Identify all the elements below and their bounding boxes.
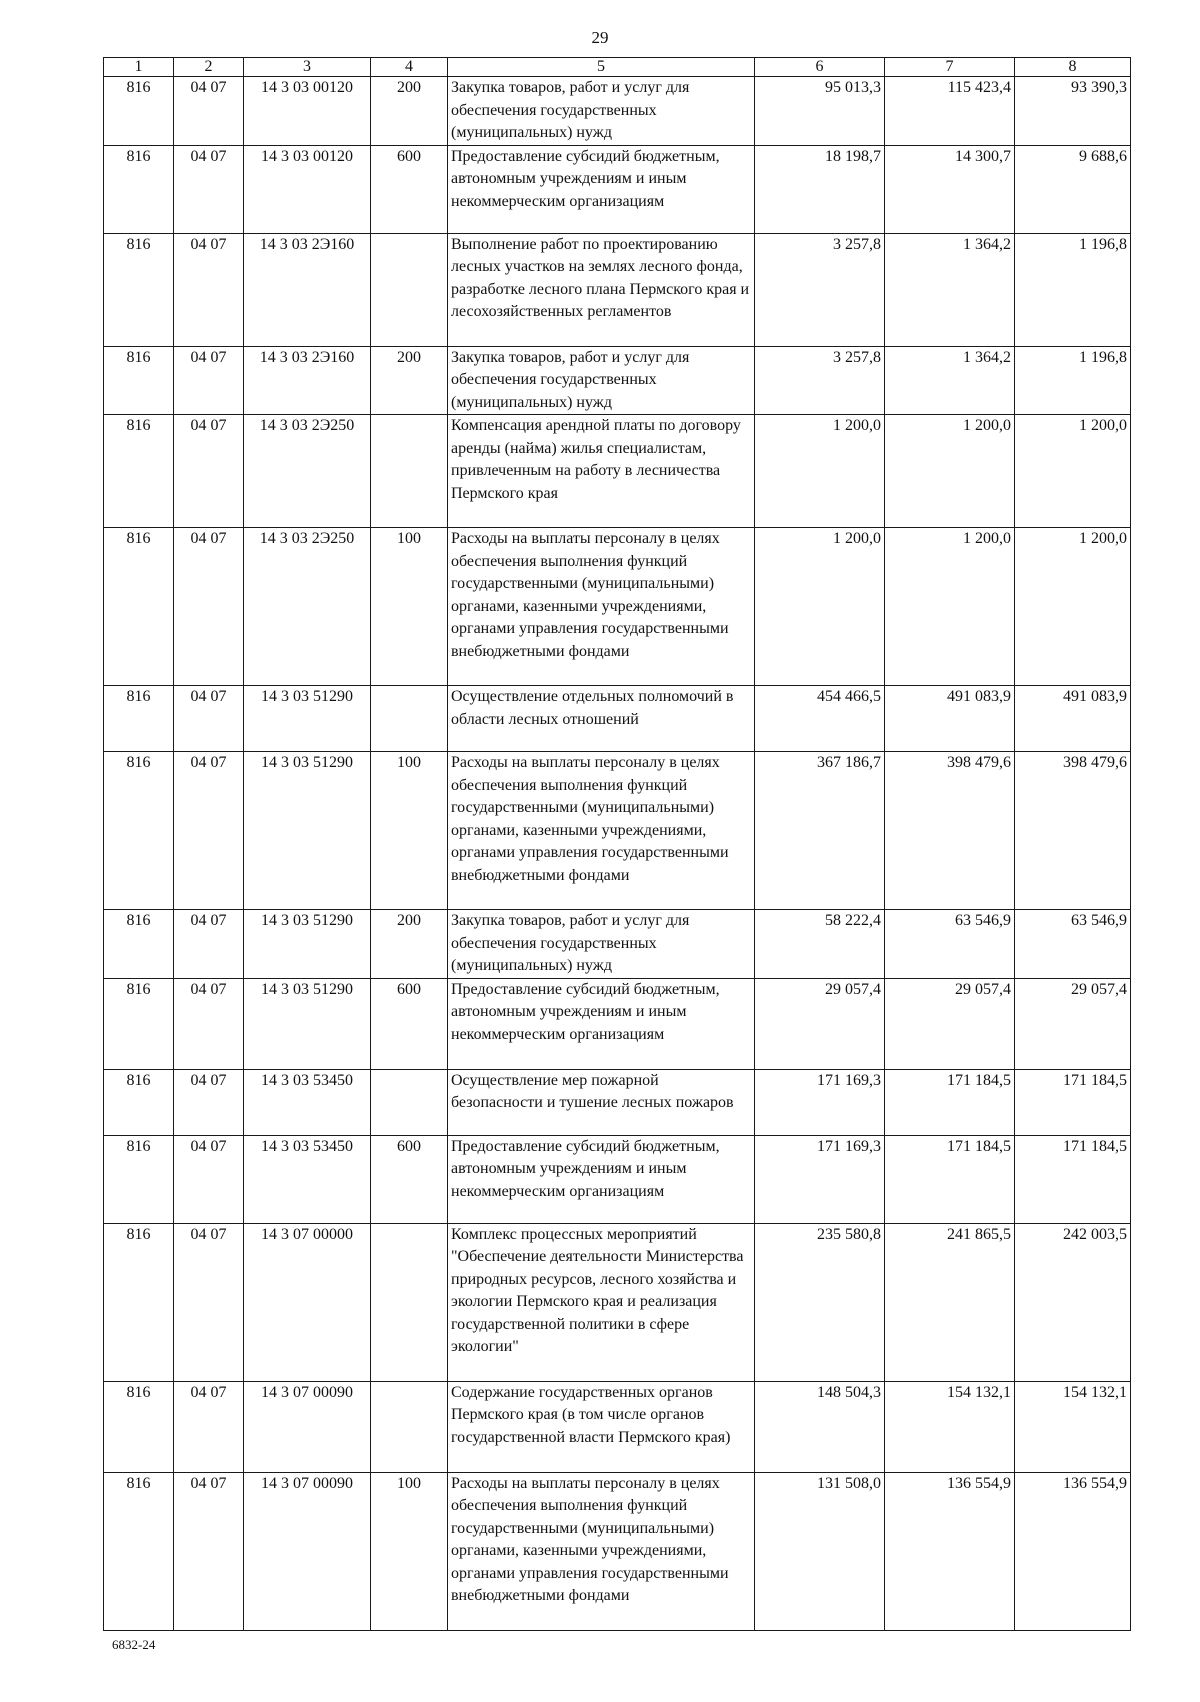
- cell-description: Осуществление отдельных полномочий в области лесных отношений: [448, 686, 755, 752]
- cell-target-article: 14 3 03 51290: [244, 910, 371, 979]
- cell-target-article: 14 3 03 2Э250: [244, 415, 371, 528]
- cell-target-article: 14 3 07 00090: [244, 1472, 371, 1630]
- cell-target-article: 14 3 03 00120: [244, 77, 371, 146]
- cell-expense-type: [371, 1223, 448, 1381]
- cell-target-article: 14 3 03 51290: [244, 752, 371, 910]
- cell-amount-year-2: 171 184,5: [885, 1135, 1015, 1223]
- header-row: [104, 58, 1131, 77]
- cell-target-article: 14 3 03 2Э250: [244, 528, 371, 686]
- cell-description: Осуществление мер пожарной безопасности и тушение лесных пожаров: [448, 1069, 755, 1135]
- cell-amount-year-2: 1 200,0: [885, 415, 1015, 528]
- cell-description: Комплекс процессных мероприятий "Обеспечение деятельности Министерства природных ресурсов, лесного хозяйства и экологии Пермского края и реализация государственной политики в сфере экологии": [448, 1223, 755, 1381]
- page-number: 29: [591, 28, 609, 47]
- cell-amount-year-3: 1 196,8: [1015, 346, 1131, 415]
- cell-target-article: 14 3 03 2Э160: [244, 346, 371, 415]
- cell-section-code: 04 07: [174, 528, 244, 686]
- cell-amount-year-3: 29 057,4: [1015, 978, 1131, 1069]
- cell-expense-type: 200: [371, 77, 448, 146]
- table-row: [104, 233, 1131, 346]
- cell-amount-year-3: 398 479,6: [1015, 752, 1131, 910]
- cell-section-code: 04 07: [174, 346, 244, 415]
- cell-section-code: 04 07: [174, 1069, 244, 1135]
- table-row: [104, 686, 1131, 752]
- cell-section-code: 04 07: [174, 1135, 244, 1223]
- cell-amount-year-3: 63 546,9: [1015, 910, 1131, 979]
- cell-amount-year-3: 154 132,1: [1015, 1381, 1131, 1472]
- cell-amount-year-1: 1 200,0: [755, 528, 885, 686]
- cell-ministry-code: 816: [104, 752, 174, 910]
- cell-section-code: 04 07: [174, 415, 244, 528]
- cell-target-article: 14 3 03 2Э160: [244, 233, 371, 346]
- cell-amount-year-1: 235 580,8: [755, 1223, 885, 1381]
- cell-amount-year-1: 148 504,3: [755, 1381, 885, 1472]
- cell-ministry-code: 816: [104, 528, 174, 686]
- cell-description: Содержание государственных органов Пермского края (в том числе органов государственной власти Пермского края): [448, 1381, 755, 1472]
- cell-amount-year-1: 1 200,0: [755, 415, 885, 528]
- cell-amount-year-3: 491 083,9: [1015, 686, 1131, 752]
- cell-amount-year-2: 136 554,9: [885, 1472, 1015, 1630]
- column-header: 1: [104, 58, 174, 77]
- table-row: [104, 752, 1131, 910]
- cell-section-code: 04 07: [174, 233, 244, 346]
- table-row: [104, 145, 1131, 233]
- cell-target-article: 14 3 03 53450: [244, 1135, 371, 1223]
- table-row: [104, 415, 1131, 528]
- column-header: 4: [371, 58, 448, 77]
- cell-section-code: 04 07: [174, 1472, 244, 1630]
- cell-ministry-code: 816: [104, 910, 174, 979]
- cell-section-code: 04 07: [174, 978, 244, 1069]
- cell-section-code: 04 07: [174, 145, 244, 233]
- cell-section-code: 04 07: [174, 1381, 244, 1472]
- cell-amount-year-3: 171 184,5: [1015, 1135, 1131, 1223]
- cell-amount-year-2: 29 057,4: [885, 978, 1015, 1069]
- cell-target-article: 14 3 03 51290: [244, 686, 371, 752]
- cell-expense-type: [371, 233, 448, 346]
- cell-amount-year-3: 242 003,5: [1015, 1223, 1131, 1381]
- cell-description: Расходы на выплаты персоналу в целях обеспечения выполнения функций государственными (муниципальными) органами, казенными учреждениями, органами управления государственными внебюджетными фондами: [448, 752, 755, 910]
- cell-section-code: 04 07: [174, 752, 244, 910]
- cell-description: Компенсация арендной платы по договору аренды (найма) жилья специалистам, привлеченным на работу в лесничества Пермского края: [448, 415, 755, 528]
- cell-ministry-code: 816: [104, 1472, 174, 1630]
- table-row: [104, 346, 1131, 415]
- cell-amount-year-1: 454 466,5: [755, 686, 885, 752]
- column-header: 7: [885, 58, 1015, 77]
- column-header: 3: [244, 58, 371, 77]
- table-row: [104, 1472, 1131, 1630]
- cell-target-article: 14 3 03 51290: [244, 978, 371, 1069]
- cell-ministry-code: 816: [104, 145, 174, 233]
- budget-table: [103, 57, 1131, 1631]
- cell-target-article: 14 3 03 00120: [244, 145, 371, 233]
- cell-amount-year-2: 171 184,5: [885, 1069, 1015, 1135]
- table-row: [104, 910, 1131, 979]
- cell-amount-year-2: 1 364,2: [885, 346, 1015, 415]
- cell-amount-year-2: 241 865,5: [885, 1223, 1015, 1381]
- cell-expense-type: 200: [371, 346, 448, 415]
- cell-description: Предоставление субсидий бюджетным, автономным учреждениям и иным некоммерческим организациям: [448, 1135, 755, 1223]
- cell-amount-year-1: 3 257,8: [755, 233, 885, 346]
- cell-amount-year-1: 171 169,3: [755, 1069, 885, 1135]
- column-header: 8: [1015, 58, 1131, 77]
- table-row: [104, 1223, 1131, 1381]
- cell-expense-type: 600: [371, 1135, 448, 1223]
- cell-section-code: 04 07: [174, 686, 244, 752]
- cell-expense-type: 200: [371, 910, 448, 979]
- cell-amount-year-3: 1 196,8: [1015, 233, 1131, 346]
- cell-amount-year-2: 115 423,4: [885, 77, 1015, 146]
- cell-section-code: 04 07: [174, 1223, 244, 1381]
- cell-amount-year-1: 131 508,0: [755, 1472, 885, 1630]
- cell-description: Закупка товаров, работ и услуг для обеспечения государственных (муниципальных) нужд: [448, 77, 755, 146]
- cell-expense-type: [371, 686, 448, 752]
- footer-document-code: 6832-24: [112, 1637, 156, 1652]
- table-row: [104, 1135, 1131, 1223]
- cell-amount-year-2: 14 300,7: [885, 145, 1015, 233]
- cell-amount-year-3: 171 184,5: [1015, 1069, 1131, 1135]
- cell-amount-year-1: 29 057,4: [755, 978, 885, 1069]
- table-row: [104, 1069, 1131, 1135]
- cell-ministry-code: 816: [104, 415, 174, 528]
- cell-amount-year-3: 1 200,0: [1015, 528, 1131, 686]
- cell-ministry-code: 816: [104, 1223, 174, 1381]
- cell-ministry-code: 816: [104, 686, 174, 752]
- cell-ministry-code: 816: [104, 233, 174, 346]
- cell-expense-type: [371, 1381, 448, 1472]
- cell-amount-year-2: 398 479,6: [885, 752, 1015, 910]
- cell-ministry-code: 816: [104, 1381, 174, 1472]
- cell-amount-year-3: 136 554,9: [1015, 1472, 1131, 1630]
- column-header: 2: [174, 58, 244, 77]
- cell-description: Предоставление субсидий бюджетным, автономным учреждениям и иным некоммерческим организациям: [448, 145, 755, 233]
- cell-expense-type: [371, 1069, 448, 1135]
- cell-amount-year-2: 1 364,2: [885, 233, 1015, 346]
- cell-amount-year-3: 93 390,3: [1015, 77, 1131, 146]
- cell-amount-year-3: 9 688,6: [1015, 145, 1131, 233]
- cell-ministry-code: 816: [104, 346, 174, 415]
- table-row: [104, 528, 1131, 686]
- cell-target-article: 14 3 07 00000: [244, 1223, 371, 1381]
- table-row: [104, 77, 1131, 146]
- cell-expense-type: 600: [371, 978, 448, 1069]
- cell-amount-year-1: 171 169,3: [755, 1135, 885, 1223]
- table-row: [104, 978, 1131, 1069]
- cell-description: Закупка товаров, работ и услуг для обеспечения государственных (муниципальных) нужд: [448, 910, 755, 979]
- cell-section-code: 04 07: [174, 77, 244, 146]
- cell-expense-type: 100: [371, 752, 448, 910]
- cell-description: Выполнение работ по проектированию лесных участков на землях лесного фонда, разработке лесного плана Пермского края и лесохозяйственных регламентов: [448, 233, 755, 346]
- column-header: 5: [448, 58, 755, 77]
- cell-ministry-code: 816: [104, 978, 174, 1069]
- cell-amount-year-2: 1 200,0: [885, 528, 1015, 686]
- cell-amount-year-2: 491 083,9: [885, 686, 1015, 752]
- cell-ministry-code: 816: [104, 77, 174, 146]
- cell-description: Расходы на выплаты персоналу в целях обеспечения выполнения функций государственными (муниципальными) органами, казенными учреждениями, органами управления государственными внебюджетными фондами: [448, 1472, 755, 1630]
- cell-ministry-code: 816: [104, 1135, 174, 1223]
- cell-target-article: 14 3 03 53450: [244, 1069, 371, 1135]
- cell-amount-year-2: 63 546,9: [885, 910, 1015, 979]
- cell-amount-year-1: 95 013,3: [755, 77, 885, 146]
- cell-description: Закупка товаров, работ и услуг для обеспечения государственных (муниципальных) нужд: [448, 346, 755, 415]
- cell-amount-year-1: 367 186,7: [755, 752, 885, 910]
- cell-description: Предоставление субсидий бюджетным, автономным учреждениям и иным некоммерческим организациям: [448, 978, 755, 1069]
- cell-amount-year-3: 1 200,0: [1015, 415, 1131, 528]
- cell-section-code: 04 07: [174, 910, 244, 979]
- cell-description: Расходы на выплаты персоналу в целях обеспечения выполнения функций государственными (муниципальными) органами, казенными учреждениями, органами управления государственными внебюджетными фондами: [448, 528, 755, 686]
- cell-amount-year-2: 154 132,1: [885, 1381, 1015, 1472]
- cell-expense-type: 600: [371, 145, 448, 233]
- cell-amount-year-1: 3 257,8: [755, 346, 885, 415]
- cell-ministry-code: 816: [104, 1069, 174, 1135]
- table-row: [104, 1381, 1131, 1472]
- cell-expense-type: 100: [371, 528, 448, 686]
- cell-expense-type: [371, 415, 448, 528]
- cell-target-article: 14 3 07 00090: [244, 1381, 371, 1472]
- column-header: 6: [755, 58, 885, 77]
- cell-amount-year-1: 58 222,4: [755, 910, 885, 979]
- cell-amount-year-1: 18 198,7: [755, 145, 885, 233]
- cell-expense-type: 100: [371, 1472, 448, 1630]
